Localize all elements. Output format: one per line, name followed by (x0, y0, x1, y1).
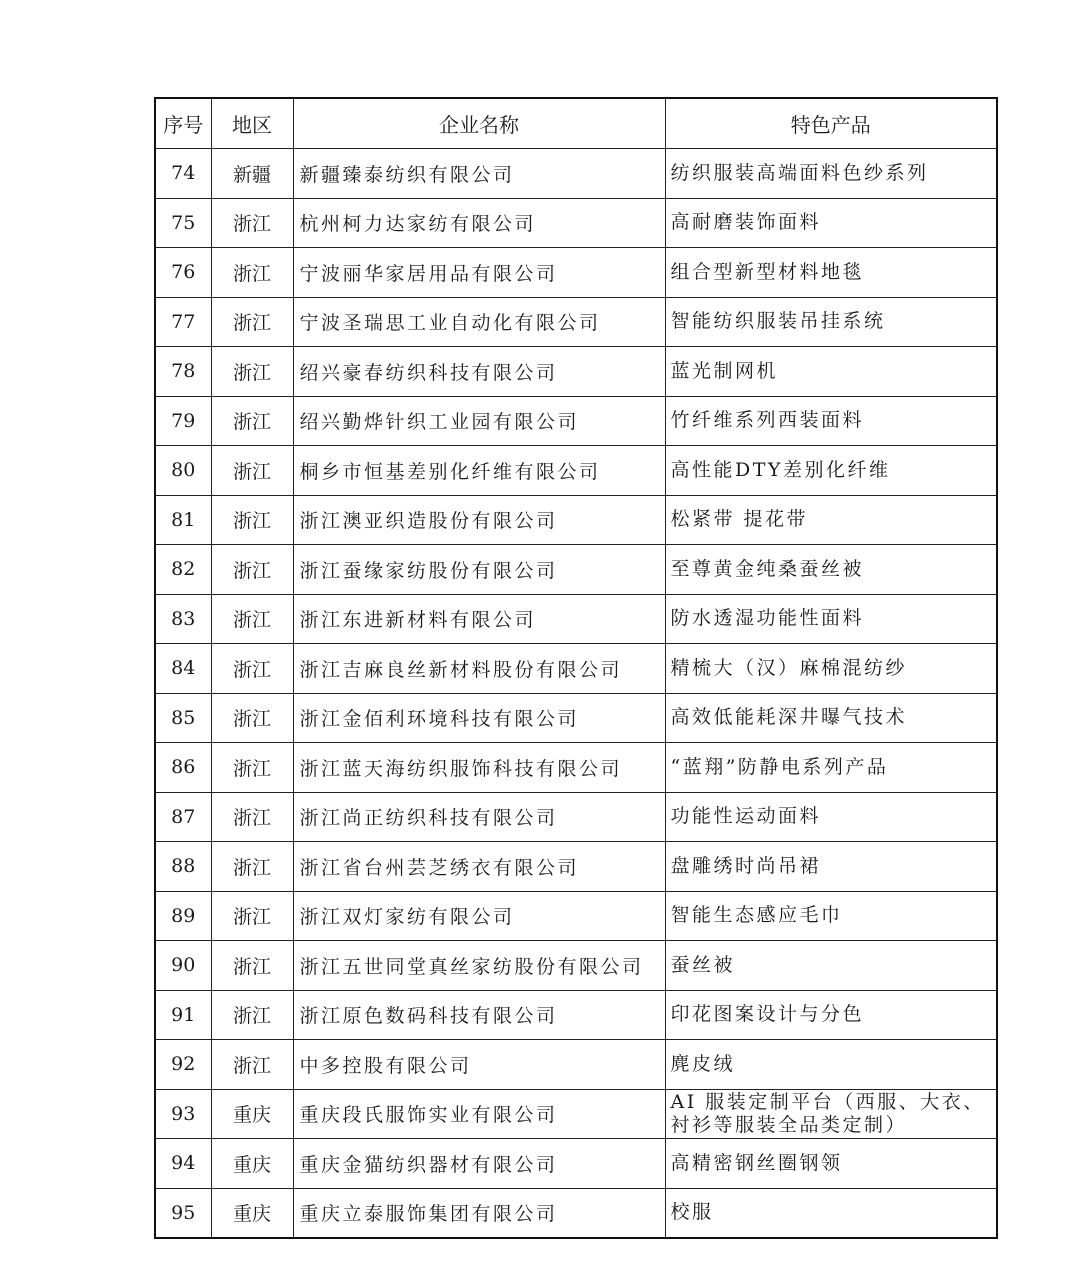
table-row (155, 149, 997, 199)
row-number: 80 (155, 446, 211, 496)
row-number: 81 (155, 495, 211, 545)
table-row (155, 347, 997, 397)
row-featured-product: 纺织服装高端面料色纱系列 (665, 149, 997, 199)
table-row (155, 495, 997, 545)
row-company-name: 宁波圣瑞思工业自动化有限公司 (293, 297, 665, 347)
row-region: 重庆 (211, 1089, 293, 1139)
row-company-name: 宁波丽华家居用品有限公司 (293, 248, 665, 298)
row-featured-product: 高性能DTY差别化纤维 (665, 446, 997, 496)
row-region: 浙江 (211, 693, 293, 743)
header-no: 序号 (155, 98, 211, 149)
row-featured-product: 盘雕绣时尚吊裙 (665, 842, 997, 892)
row-company-name: 浙江尚正纺织科技有限公司 (293, 792, 665, 842)
row-company-name: 重庆金猫纺织器材有限公司 (293, 1139, 665, 1189)
row-region: 浙江 (211, 644, 293, 694)
row-company-name: 浙江原色数码科技有限公司 (293, 990, 665, 1040)
row-company-name: 浙江双灯家纺有限公司 (293, 891, 665, 941)
row-company-name: 浙江吉麻良丝新材料股份有限公司 (293, 644, 665, 694)
table-row (155, 248, 997, 298)
row-region: 重庆 (211, 1139, 293, 1189)
row-company-name: 中多控股有限公司 (293, 1040, 665, 1090)
row-company-name: 浙江东进新材料有限公司 (293, 594, 665, 644)
header-product: 特色产品 (665, 98, 997, 149)
row-number: 75 (155, 198, 211, 248)
row-featured-product: 精梳大（汉）麻棉混纺纱 (665, 644, 997, 694)
row-region: 浙江 (211, 990, 293, 1040)
row-company-name: 绍兴勤烨针织工业园有限公司 (293, 396, 665, 446)
table-row (155, 693, 997, 743)
row-featured-product: 松紧带 提花带 (665, 495, 997, 545)
row-featured-product: 蚕丝被 (665, 941, 997, 991)
row-company-name: 新疆臻泰纺织有限公司 (293, 149, 665, 199)
row-number: 86 (155, 743, 211, 793)
row-number: 76 (155, 248, 211, 298)
row-number: 89 (155, 891, 211, 941)
row-featured-product: 高耐磨装饰面料 (665, 198, 997, 248)
row-company-name: 浙江金佰利环境科技有限公司 (293, 693, 665, 743)
row-number: 87 (155, 792, 211, 842)
table-row (155, 198, 997, 248)
row-region: 浙江 (211, 495, 293, 545)
row-company-name: 重庆立泰服饰集团有限公司 (293, 1188, 665, 1238)
row-company-name: 浙江蓝天海纺织服饰科技有限公司 (293, 743, 665, 793)
row-number: 92 (155, 1040, 211, 1090)
row-featured-product: 防水透湿功能性面料 (665, 594, 997, 644)
table-row (155, 297, 997, 347)
row-number: 90 (155, 941, 211, 991)
row-featured-product: 至尊黄金纯桑蚕丝被 (665, 545, 997, 595)
table-row (155, 594, 997, 644)
row-number: 84 (155, 644, 211, 694)
table-row (155, 891, 997, 941)
row-region: 浙江 (211, 941, 293, 991)
row-featured-product: 校服 (665, 1188, 997, 1238)
row-featured-product: 高精密钢丝圈钢领 (665, 1139, 997, 1189)
header-region: 地区 (211, 98, 293, 149)
row-region: 浙江 (211, 594, 293, 644)
row-company-name: 浙江五世同堂真丝家纺股份有限公司 (293, 941, 665, 991)
row-company-name: 重庆段氏服饰实业有限公司 (293, 1089, 665, 1139)
row-region: 浙江 (211, 347, 293, 397)
row-region: 浙江 (211, 842, 293, 892)
enterprise-table-container (154, 97, 996, 1239)
row-region: 浙江 (211, 743, 293, 793)
table-row (155, 792, 997, 842)
row-featured-product: 印花图案设计与分色 (665, 990, 997, 1040)
row-number: 79 (155, 396, 211, 446)
row-number: 91 (155, 990, 211, 1040)
row-featured-product: 蓝光制网机 (665, 347, 997, 397)
row-region: 浙江 (211, 297, 293, 347)
row-region: 浙江 (211, 891, 293, 941)
table-row (155, 446, 997, 496)
row-number: 95 (155, 1188, 211, 1238)
enterprise-table (154, 97, 998, 1239)
row-company-name: 浙江澳亚织造股份有限公司 (293, 495, 665, 545)
header-company: 企业名称 (293, 98, 665, 149)
row-number: 83 (155, 594, 211, 644)
row-region: 浙江 (211, 198, 293, 248)
table-row (155, 545, 997, 595)
row-region: 重庆 (211, 1188, 293, 1238)
row-featured-product: 智能纺织服装吊挂系统 (665, 297, 997, 347)
table-row (155, 1139, 997, 1189)
table-body (155, 149, 997, 1239)
row-region: 浙江 (211, 1040, 293, 1090)
row-featured-product: 组合型新型材料地毯 (665, 248, 997, 298)
row-number: 78 (155, 347, 211, 397)
row-region: 浙江 (211, 248, 293, 298)
row-number: 93 (155, 1089, 211, 1139)
row-company-name: 杭州柯力达家纺有限公司 (293, 198, 665, 248)
table-row (155, 990, 997, 1040)
row-number: 74 (155, 149, 211, 199)
table-row (155, 1040, 997, 1090)
row-number: 82 (155, 545, 211, 595)
table-row (155, 842, 997, 892)
row-company-name: 浙江省台州芸芝绣衣有限公司 (293, 842, 665, 892)
row-number: 94 (155, 1139, 211, 1189)
table-row (155, 941, 997, 991)
row-featured-product: 竹纤维系列西装面料 (665, 396, 997, 446)
row-featured-product: 功能性运动面料 (665, 792, 997, 842)
row-region: 浙江 (211, 792, 293, 842)
row-company-name: 浙江蚕缘家纺股份有限公司 (293, 545, 665, 595)
table-row (155, 644, 997, 694)
row-featured-product: 麂皮绒 (665, 1040, 997, 1090)
row-number: 77 (155, 297, 211, 347)
row-region: 浙江 (211, 446, 293, 496)
row-company-name: 桐乡市恒基差别化纤维有限公司 (293, 446, 665, 496)
row-region: 浙江 (211, 545, 293, 595)
row-number: 85 (155, 693, 211, 743)
row-company-name: 绍兴豪春纺织科技有限公司 (293, 347, 665, 397)
table-row (155, 1188, 997, 1238)
table-row (155, 396, 997, 446)
table-row (155, 743, 997, 793)
table-header-row (155, 98, 997, 149)
row-region: 浙江 (211, 396, 293, 446)
row-region: 新疆 (211, 149, 293, 199)
row-number: 88 (155, 842, 211, 892)
row-featured-product: “蓝翔”防静电系列产品 (665, 743, 997, 793)
table-row (155, 1089, 997, 1139)
row-featured-product: 高效低能耗深井曝气技术 (665, 693, 997, 743)
row-featured-product: AI 服装定制平台（西服、大衣、衬衫等服装全品类定制） (665, 1089, 997, 1139)
row-featured-product: 智能生态感应毛巾 (665, 891, 997, 941)
